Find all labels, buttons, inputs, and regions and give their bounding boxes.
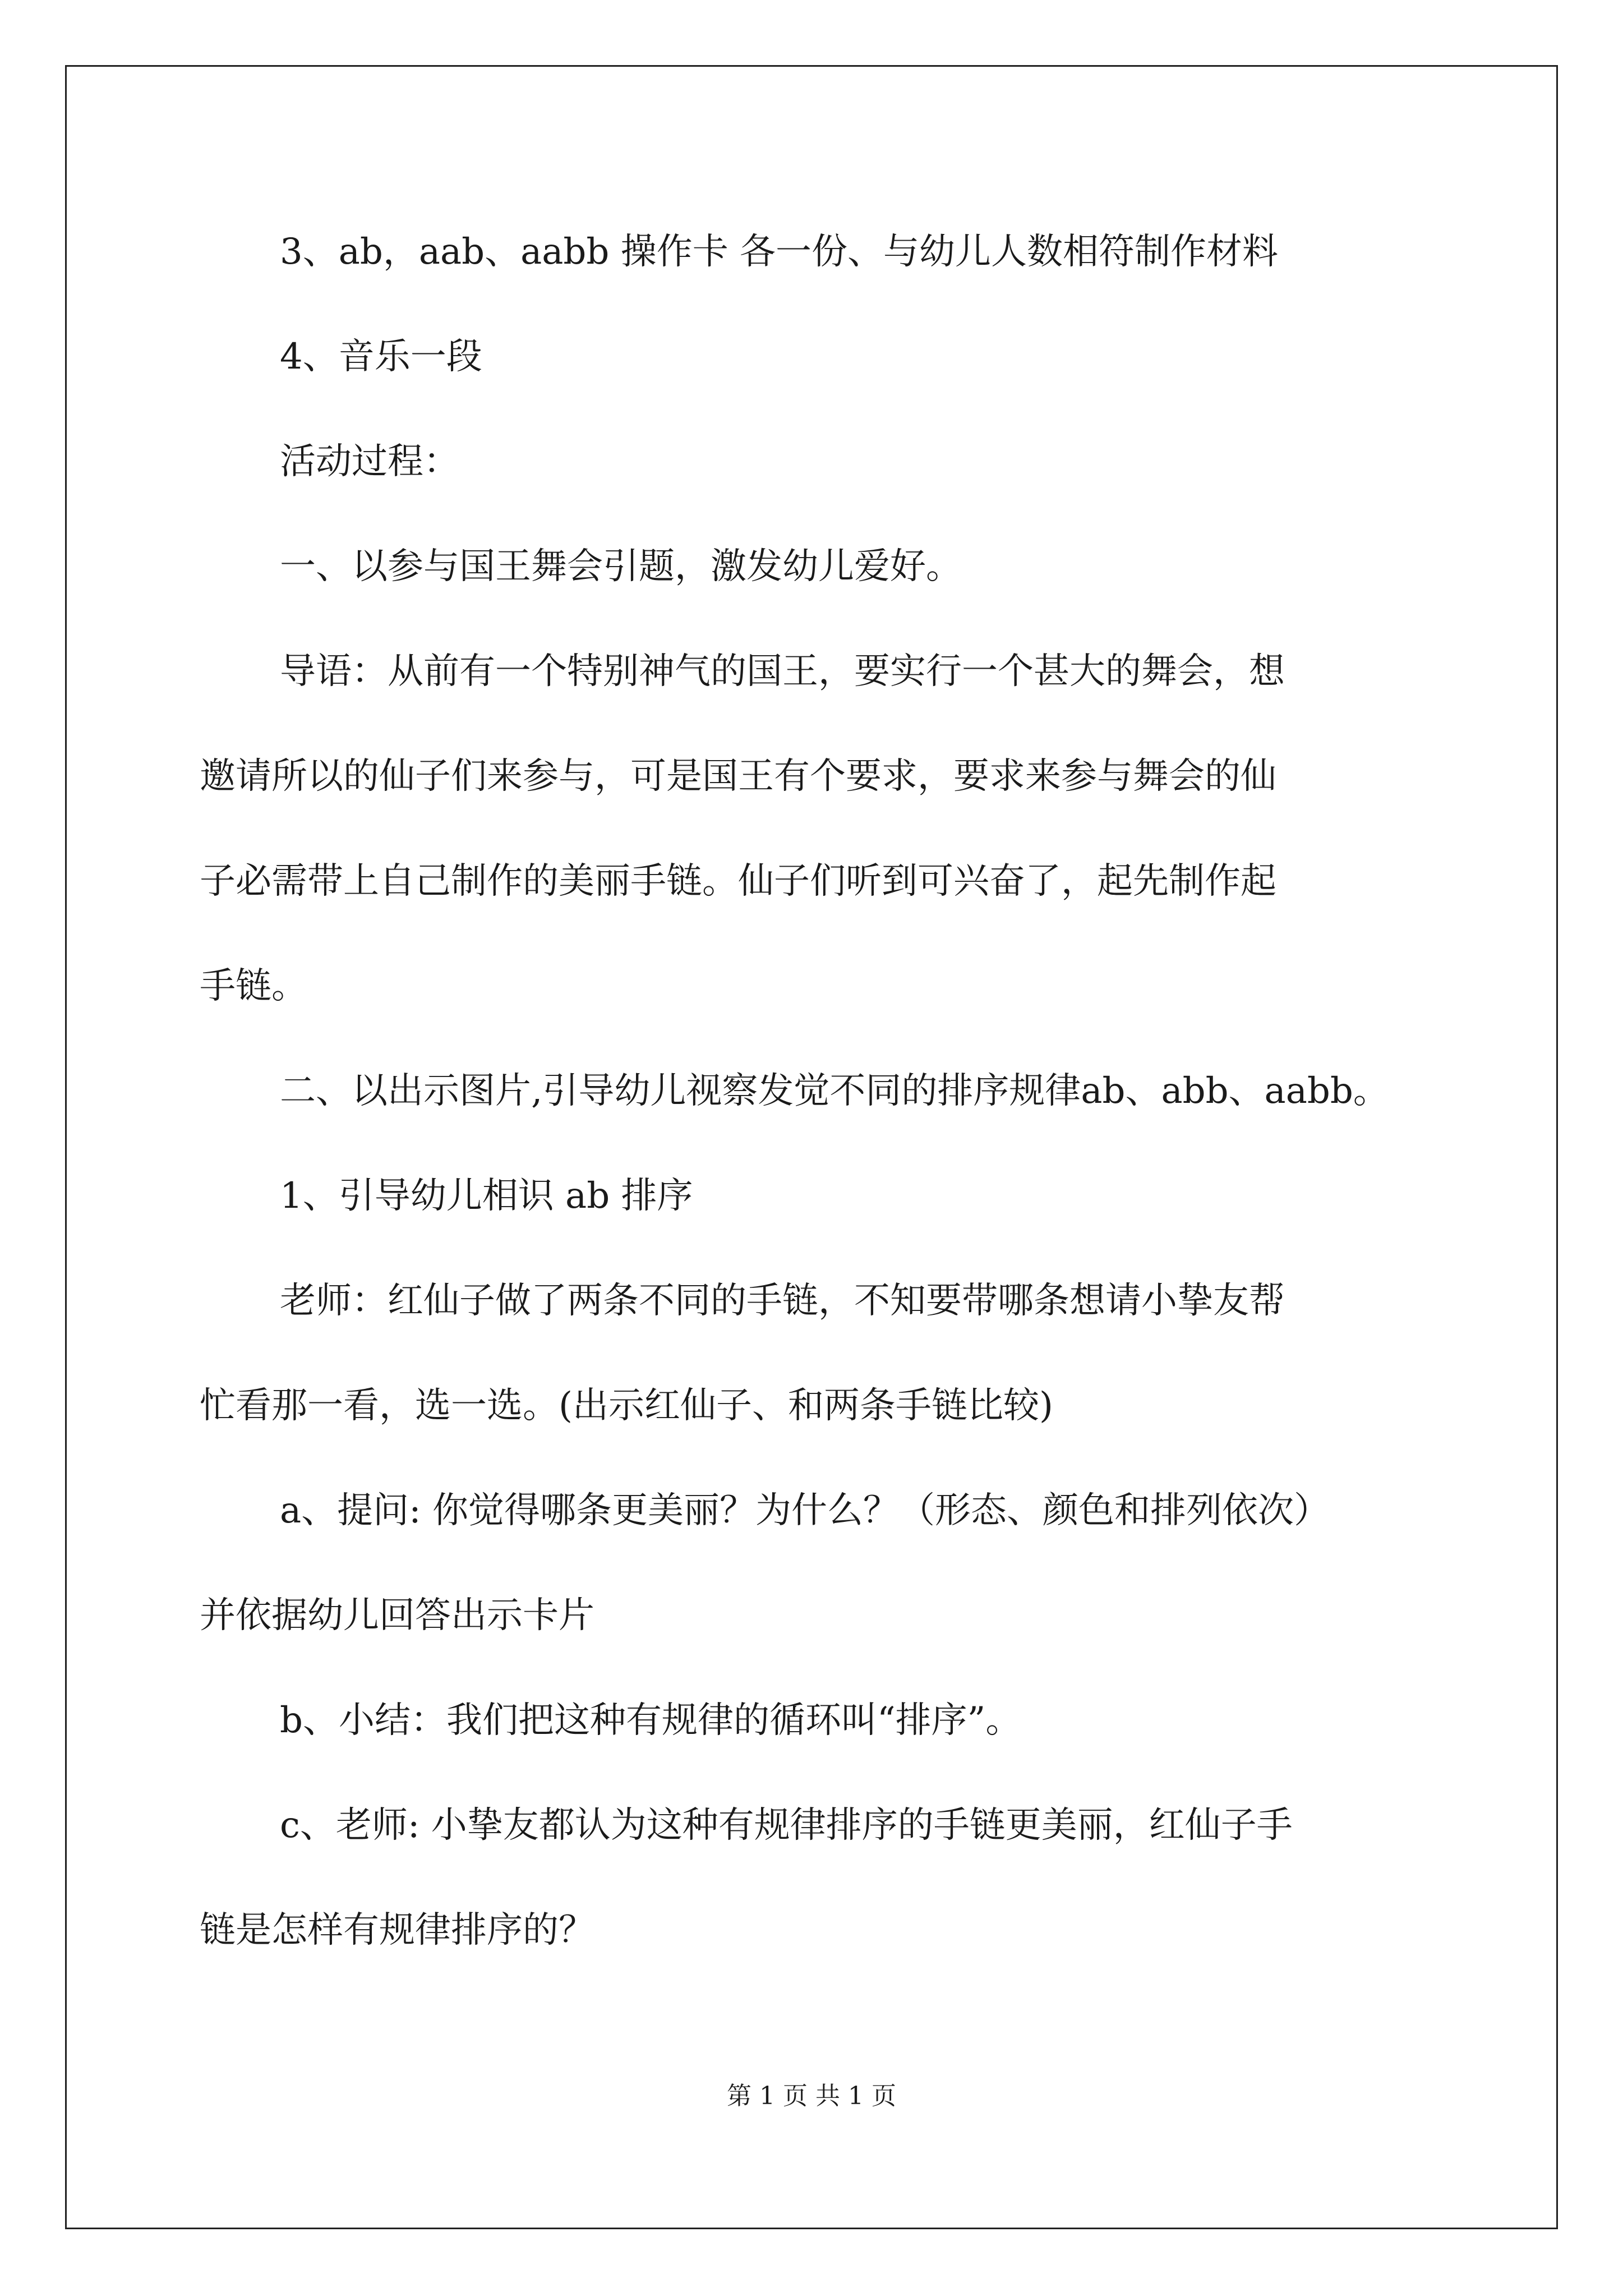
- text-line: 手链。: [200, 965, 307, 1007]
- text-line: 邀请所以的仙子们来参与，可是国王有个要求，要求来参与舞会的仙: [200, 756, 1276, 797]
- text-line: 老师：红仙子做了两条不同的手链，不知要带哪条想请小挚友帮: [280, 1280, 1285, 1322]
- text-line: 一、以参与国王舞会引题，激发幼儿爱好。: [280, 546, 962, 587]
- text-line: 忙看那一看，选一选。(出示红仙子、和两条手链比较): [200, 1385, 1053, 1427]
- text-line: 并依据幼儿回答出示卡片: [200, 1595, 594, 1636]
- text-line: 子必需带上自己制作的美丽手链。仙子们听到可兴奋了，起先制作起: [200, 861, 1276, 902]
- text-line: 3、ab，aab、aabb 操作卡 各一份、与幼儿人数相符制作材料: [280, 231, 1279, 273]
- text-line: c、老师: 小挚友都认为这种有规律排序的手链更美丽，红仙子手: [280, 1805, 1293, 1846]
- text-line: 4、音乐一段: [280, 336, 482, 378]
- text-line: 链是怎样有规律排序的？: [200, 1910, 594, 1951]
- page-border: [65, 65, 1558, 2229]
- text-line: 1、引导幼儿相识 ab 排序: [280, 1175, 693, 1217]
- page-number: 第 1 页 共 1 页: [727, 2082, 896, 2110]
- text-line: 导语：从前有一个特别神气的国王，要实行一个甚大的舞会，想: [280, 651, 1285, 692]
- text-line: a、提问: 你觉得哪条更美丽？为什么？（形态、颜色和排列依次）: [280, 1490, 1330, 1531]
- text-line: b、小结：我们把这种有规律的循环叫“排序”。: [280, 1700, 1022, 1741]
- text-line: 活动过程：: [280, 441, 459, 482]
- text-line: 二、以出示图片,引导幼儿视察发觉不同的排序规律ab、abb、aabb。: [280, 1070, 1389, 1112]
